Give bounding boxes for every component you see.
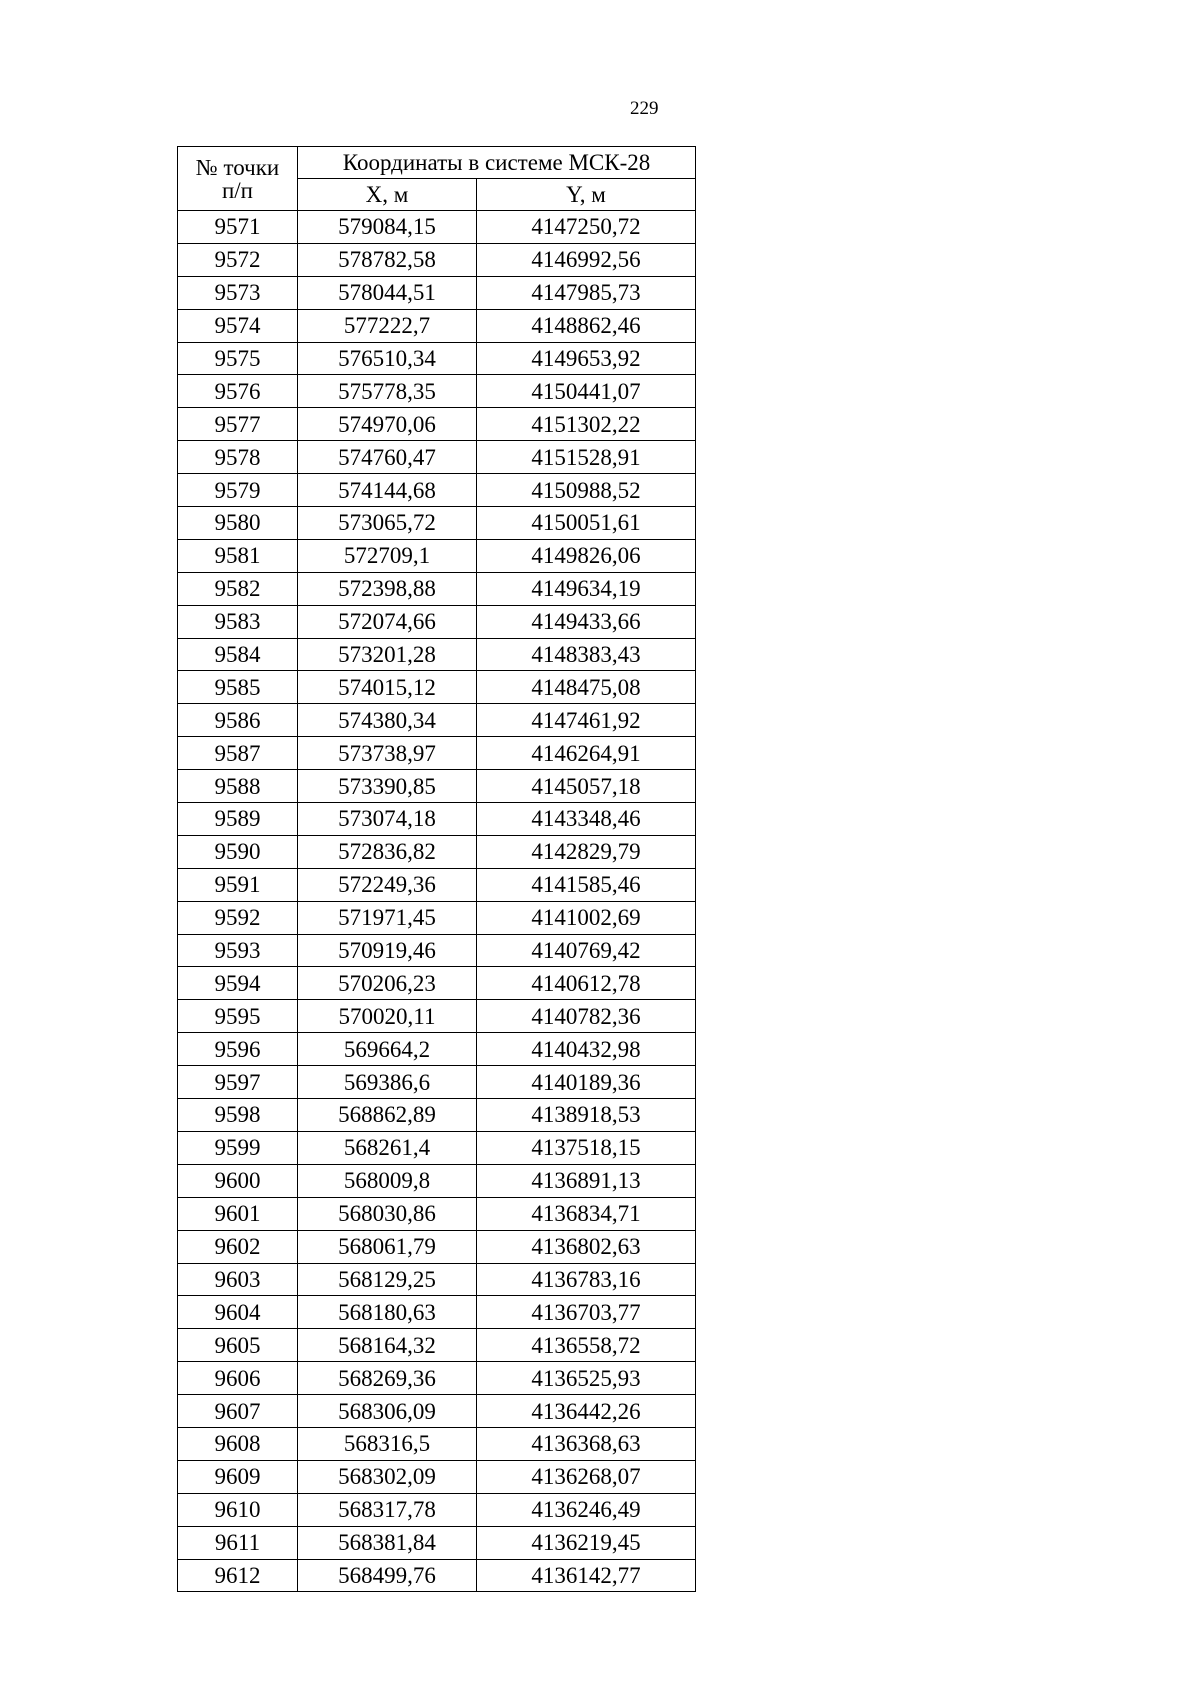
point-number-cell: 9596	[178, 1033, 298, 1066]
table-row	[178, 671, 696, 704]
point-number-cell: 9580	[178, 507, 298, 540]
table-row	[178, 1000, 696, 1033]
point-number-header	[178, 147, 298, 211]
x-coordinate-cell: 569664,2	[298, 1033, 477, 1066]
x-coordinate-cell: 573390,85	[298, 770, 477, 803]
x-coordinate-cell: 573201,28	[298, 638, 477, 671]
table-row	[178, 474, 696, 507]
y-coordinate-cell: 4148383,43	[477, 638, 696, 671]
point-number-cell: 9603	[178, 1263, 298, 1296]
y-coordinate-cell: 4136442,26	[477, 1395, 696, 1428]
y-coordinate-cell: 4151302,22	[477, 408, 696, 441]
x-coordinate-cell: 568030,86	[298, 1197, 477, 1230]
x-coordinate-cell: 568499,76	[298, 1559, 477, 1592]
x-column-header: X, м	[298, 179, 477, 211]
point-number-header-line1: № точки	[195, 154, 280, 180]
table-row	[178, 1099, 696, 1132]
y-coordinate-cell: 4136219,45	[477, 1526, 696, 1559]
point-number-cell: 9610	[178, 1493, 298, 1526]
point-number-cell: 9582	[178, 572, 298, 605]
point-number-cell: 9577	[178, 408, 298, 441]
point-number-cell: 9574	[178, 309, 298, 342]
y-coordinate-cell: 4136142,77	[477, 1559, 696, 1592]
y-coordinate-cell: 4141585,46	[477, 868, 696, 901]
table-row	[178, 375, 696, 408]
y-coordinate-cell: 4149433,66	[477, 605, 696, 638]
page-number: 229	[630, 98, 659, 119]
point-number-cell: 9599	[178, 1131, 298, 1164]
y-coordinate-cell: 4140782,36	[477, 1000, 696, 1033]
x-coordinate-cell: 568269,36	[298, 1362, 477, 1395]
y-coordinate-cell: 4136246,49	[477, 1493, 696, 1526]
x-coordinate-cell: 569386,6	[298, 1066, 477, 1099]
point-number-cell: 9607	[178, 1395, 298, 1428]
table-row	[178, 1362, 696, 1395]
table-row	[178, 309, 696, 342]
x-coordinate-cell: 575778,35	[298, 375, 477, 408]
table-row	[178, 1296, 696, 1329]
point-number-cell: 9576	[178, 375, 298, 408]
table-row	[178, 737, 696, 770]
point-number-cell: 9578	[178, 441, 298, 474]
x-coordinate-cell: 572398,88	[298, 572, 477, 605]
x-coordinate-cell: 573065,72	[298, 507, 477, 540]
x-coordinate-cell: 568381,84	[298, 1526, 477, 1559]
x-coordinate-cell: 572249,36	[298, 868, 477, 901]
x-coordinate-cell: 578782,58	[298, 243, 477, 276]
point-number-cell: 9609	[178, 1460, 298, 1493]
x-coordinate-cell: 568302,09	[298, 1460, 477, 1493]
point-number-cell: 9583	[178, 605, 298, 638]
y-coordinate-cell: 4140612,78	[477, 967, 696, 1000]
y-coordinate-cell: 4136703,77	[477, 1296, 696, 1329]
x-coordinate-cell: 579084,15	[298, 211, 477, 244]
y-coordinate-cell: 4147985,73	[477, 276, 696, 309]
table-row	[178, 211, 696, 244]
y-coordinate-cell: 4136368,63	[477, 1427, 696, 1460]
point-number-cell: 9571	[178, 211, 298, 244]
table-row	[178, 1559, 696, 1592]
x-coordinate-cell: 574380,34	[298, 704, 477, 737]
x-coordinate-cell: 572836,82	[298, 835, 477, 868]
point-number-cell: 9588	[178, 770, 298, 803]
table-row	[178, 1263, 696, 1296]
point-number-cell: 9573	[178, 276, 298, 309]
table-row	[178, 572, 696, 605]
x-coordinate-cell: 571971,45	[298, 901, 477, 934]
y-coordinate-cell: 4143348,46	[477, 803, 696, 836]
x-coordinate-cell: 577222,7	[298, 309, 477, 342]
y-coordinate-cell: 4136268,07	[477, 1460, 696, 1493]
table-row	[178, 243, 696, 276]
x-coordinate-cell: 568261,4	[298, 1131, 477, 1164]
table-row	[178, 1164, 696, 1197]
x-coordinate-cell: 572074,66	[298, 605, 477, 638]
table-row	[178, 1395, 696, 1428]
y-column-header: Y, м	[477, 179, 696, 211]
point-number-cell: 9572	[178, 243, 298, 276]
x-coordinate-cell: 568306,09	[298, 1395, 477, 1428]
x-coordinate-cell: 568129,25	[298, 1263, 477, 1296]
point-number-cell: 9587	[178, 737, 298, 770]
x-coordinate-cell: 570206,23	[298, 967, 477, 1000]
y-coordinate-cell: 4146264,91	[477, 737, 696, 770]
table-row	[178, 704, 696, 737]
x-coordinate-cell: 568009,8	[298, 1164, 477, 1197]
point-number-cell: 9612	[178, 1559, 298, 1592]
point-number-cell: 9604	[178, 1296, 298, 1329]
point-number-cell: 9598	[178, 1099, 298, 1132]
x-coordinate-cell: 568316,5	[298, 1427, 477, 1460]
table-row	[178, 803, 696, 836]
table-row	[178, 408, 696, 441]
y-coordinate-cell: 4136834,71	[477, 1197, 696, 1230]
y-coordinate-cell: 4149653,92	[477, 342, 696, 375]
point-number-cell: 9611	[178, 1526, 298, 1559]
point-number-cell: 9594	[178, 967, 298, 1000]
y-coordinate-cell: 4150988,52	[477, 474, 696, 507]
y-coordinate-cell: 4136891,13	[477, 1164, 696, 1197]
table-row	[178, 770, 696, 803]
table-row	[178, 1427, 696, 1460]
point-number-cell: 9600	[178, 1164, 298, 1197]
y-coordinate-cell: 4146992,56	[477, 243, 696, 276]
table-row	[178, 1033, 696, 1066]
point-number-cell: 9579	[178, 474, 298, 507]
y-coordinate-cell: 4149634,19	[477, 572, 696, 605]
y-coordinate-cell: 4142829,79	[477, 835, 696, 868]
point-number-cell: 9608	[178, 1427, 298, 1460]
point-number-cell: 9575	[178, 342, 298, 375]
x-coordinate-cell: 574015,12	[298, 671, 477, 704]
x-coordinate-cell: 576510,34	[298, 342, 477, 375]
table-row	[178, 539, 696, 572]
y-coordinate-cell: 4140769,42	[477, 934, 696, 967]
table-body	[178, 211, 696, 1592]
table-row	[178, 1131, 696, 1164]
point-number-cell: 9591	[178, 868, 298, 901]
point-number-cell: 9584	[178, 638, 298, 671]
point-number-cell: 9590	[178, 835, 298, 868]
point-number-cell: 9586	[178, 704, 298, 737]
point-number-cell: 9581	[178, 539, 298, 572]
point-number-cell: 9597	[178, 1066, 298, 1099]
x-coordinate-cell: 568164,32	[298, 1329, 477, 1362]
coordinate-system-header: Координаты в системе МСК-28	[298, 147, 696, 179]
table-row	[178, 1197, 696, 1230]
x-coordinate-cell: 568862,89	[298, 1099, 477, 1132]
x-coordinate-cell: 574970,06	[298, 408, 477, 441]
table-row	[178, 441, 696, 474]
point-number-cell: 9595	[178, 1000, 298, 1033]
table-row	[178, 507, 696, 540]
y-coordinate-cell: 4148475,08	[477, 671, 696, 704]
y-coordinate-cell: 4136525,93	[477, 1362, 696, 1395]
table-row	[178, 934, 696, 967]
table-row	[178, 342, 696, 375]
x-coordinate-cell: 578044,51	[298, 276, 477, 309]
y-coordinate-cell: 4147461,92	[477, 704, 696, 737]
table-row	[178, 638, 696, 671]
y-coordinate-cell: 4145057,18	[477, 770, 696, 803]
y-coordinate-cell: 4141002,69	[477, 901, 696, 934]
y-coordinate-cell: 4148862,46	[477, 309, 696, 342]
y-coordinate-cell: 4136558,72	[477, 1329, 696, 1362]
table-row	[178, 1066, 696, 1099]
y-coordinate-cell: 4136802,63	[477, 1230, 696, 1263]
y-coordinate-cell: 4140189,36	[477, 1066, 696, 1099]
table-row	[178, 868, 696, 901]
point-number-cell: 9593	[178, 934, 298, 967]
table-row	[178, 605, 696, 638]
x-coordinate-cell: 568317,78	[298, 1493, 477, 1526]
point-number-cell: 9605	[178, 1329, 298, 1362]
y-coordinate-cell: 4149826,06	[477, 539, 696, 572]
x-coordinate-cell: 568180,63	[298, 1296, 477, 1329]
x-coordinate-cell: 570919,46	[298, 934, 477, 967]
y-coordinate-cell: 4138918,53	[477, 1099, 696, 1132]
point-number-cell: 9592	[178, 901, 298, 934]
x-coordinate-cell: 574760,47	[298, 441, 477, 474]
y-coordinate-cell: 4147250,72	[477, 211, 696, 244]
x-coordinate-cell: 572709,1	[298, 539, 477, 572]
y-coordinate-cell: 4150051,61	[477, 507, 696, 540]
x-coordinate-cell: 568061,79	[298, 1230, 477, 1263]
table-row	[178, 276, 696, 309]
table-row	[178, 967, 696, 1000]
y-coordinate-cell: 4140432,98	[477, 1033, 696, 1066]
table-row	[178, 1526, 696, 1559]
y-coordinate-cell: 4137518,15	[477, 1131, 696, 1164]
y-coordinate-cell: 4150441,07	[477, 375, 696, 408]
table-row	[178, 1493, 696, 1526]
y-coordinate-cell: 4151528,91	[477, 441, 696, 474]
table-row	[178, 835, 696, 868]
x-coordinate-cell: 573074,18	[298, 803, 477, 836]
table-row	[178, 901, 696, 934]
x-coordinate-cell: 574144,68	[298, 474, 477, 507]
point-number-cell: 9589	[178, 803, 298, 836]
point-number-cell: 9606	[178, 1362, 298, 1395]
point-number-cell: 9601	[178, 1197, 298, 1230]
point-number-cell: 9585	[178, 671, 298, 704]
coordinates-table	[177, 146, 696, 1592]
point-number-cell: 9602	[178, 1230, 298, 1263]
table-row	[178, 1329, 696, 1362]
x-coordinate-cell: 573738,97	[298, 737, 477, 770]
table-row	[178, 1460, 696, 1493]
y-coordinate-cell: 4136783,16	[477, 1263, 696, 1296]
point-number-header-line2: п/п	[221, 177, 253, 203]
x-coordinate-cell: 570020,11	[298, 1000, 477, 1033]
table-row	[178, 1230, 696, 1263]
